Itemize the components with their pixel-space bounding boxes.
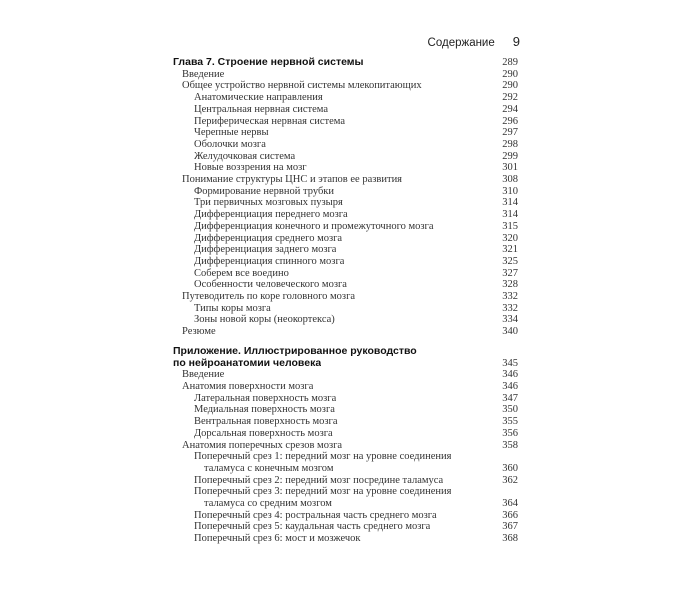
toc-entry-title: Анатомия поперечных срезов мозга [182,439,343,451]
toc-entry [173,127,518,139]
running-head-label: Содержание [427,37,495,49]
toc-entry-title: Дифференциация среднего мозга [194,232,343,244]
toc-entry-title: Путеводитель по коре головного мозга [182,291,356,303]
toc-entry-page: 360 [502,462,518,474]
toc-entry-page: 340 [502,326,518,338]
toc-entry-page: 358 [502,439,518,451]
toc-entry-page: 328 [502,279,518,291]
toc-entry [173,139,518,151]
toc-entry [173,186,518,198]
toc-chapter-heading [173,358,518,370]
toc-entry [173,116,518,128]
toc-entry-title: Поперечный срез 4: ростральная часть среднего мозга [194,509,437,521]
toc-entry-page: 362 [502,474,518,486]
toc-entry-title: Дифференциация заднего мозга [194,244,337,256]
toc-entry-title: Зоны новой коры (неокортекса) [194,314,335,326]
toc-entry-page: 355 [502,416,518,428]
toc-entry-title: Глава 7. Строение нервной системы [173,57,364,68]
toc-entry [173,197,518,209]
toc-entry [173,486,518,498]
toc-entry-page: 327 [502,267,518,279]
table-of-contents [173,57,518,545]
toc-entry [173,92,518,104]
toc-entry-title: Анатомия поверхности мозга [182,380,314,392]
toc-entry [173,104,518,116]
toc-entry-title: Анатомические направления [194,92,323,104]
toc-entry-page: 314 [502,209,518,221]
toc-entry [173,326,518,338]
toc-entry [173,221,518,233]
toc-entry-title: Дифференциация спинного мозга [194,255,345,267]
toc-entry [173,209,518,221]
toc-entry [173,174,518,186]
toc-entry-page: 320 [502,232,518,244]
toc-entry-page: 332 [502,291,518,303]
toc-entry [173,404,518,416]
toc-entry-title: Резюме [182,326,216,338]
toc-chapter-heading [173,346,518,358]
toc-entry-title: Центральная нервная система [194,103,328,115]
toc-entry-page: 356 [502,427,518,439]
toc-entry-title: таламуса со средним мозгом [204,498,332,510]
toc-entry-title: Соберем все воедино [194,267,289,279]
toc-entry [173,151,518,163]
toc-entry [173,416,518,428]
toc-entry [173,314,518,326]
toc-entry-title: Особенности человеческого мозга [194,279,347,291]
page-number: 9 [512,34,520,49]
toc-entry-page: 346 [502,369,518,381]
toc-entry-title: Латеральная поверхность мозга [194,392,337,404]
toc-entry-title: Новые воззрения на мозг [194,162,307,174]
section-gap [173,338,518,346]
toc-entry-title: Дифференциация переднего мозга [194,209,348,221]
toc-entry-page: 321 [502,244,518,256]
toc-entry-page: 299 [502,150,518,162]
toc-entry [173,463,518,475]
toc-entry-page: 290 [502,68,518,80]
toc-entry-page: 325 [502,255,518,267]
toc-entry-page: 346 [502,380,518,392]
toc-entry-title: Поперечный срез 3: передний мозг на уровне соединения [194,486,452,498]
toc-entry [173,268,518,280]
toc-entry [173,428,518,440]
toc-entry-page: 347 [502,392,518,404]
toc-entry-title: Желудочковая система [194,150,296,162]
toc-entry [173,533,518,545]
toc-entry-title: Периферическая нервная система [194,115,346,127]
toc-entry-page: 366 [502,509,518,521]
toc-entry-page: 350 [502,404,518,416]
toc-entry-title: Общее устройство нервной системы млекопитающих [182,80,422,92]
toc-entry-title: Типы коры мозга [194,302,271,314]
toc-entry [173,291,518,303]
toc-entry-page: 364 [502,498,518,510]
toc-entry-page: 298 [502,138,518,150]
toc-entry [173,451,518,463]
toc-entry [173,69,518,81]
toc-entry-page: 290 [502,80,518,92]
toc-entry-page: 301 [502,162,518,174]
toc-entry-page: 297 [502,127,518,139]
toc-entry-page: 296 [502,115,518,127]
toc-entry [173,521,518,533]
toc-entry-title: Три первичных мозговых пузыря [194,197,343,209]
toc-entry-title: Поперечный срез 6: мост и мозжечок [194,533,361,545]
toc-entry-page: 294 [502,103,518,115]
toc-entry-title: Поперечный срез 1: передний мозг на уровне соединения [194,451,452,463]
toc-entry-title: Оболочки мозга [194,138,266,150]
toc-entry-page: 308 [502,174,518,186]
toc-entry-title: Введение [182,369,225,381]
toc-entry [173,393,518,405]
toc-entry-page: 292 [502,92,518,104]
toc-entry-title: Медиальная поверхность мозга [194,404,335,416]
toc-entry-title: по нейроанатомии человека [173,357,322,369]
toc-entry-page: 332 [502,302,518,314]
toc-entry [173,279,518,291]
toc-entry-title: Приложение. Иллюстрированное руководство [173,345,417,357]
toc-entry [173,475,518,487]
toc-entry-page: 289 [502,57,518,68]
toc-entry-title: Поперечный срез 2: передний мозг посредине таламуса [194,474,444,486]
toc-entry-page: 368 [502,533,518,545]
toc-entry-page: 315 [502,220,518,232]
toc-entry-title: Формирование нервной трубки [194,185,335,197]
toc-entry-title: Понимание структуры ЦНС и этапов ее развития [182,174,403,186]
toc-entry-page: 345 [502,357,518,369]
toc-entry-title: Вентральная поверхность мозга [194,416,338,428]
toc-entry-title: таламуса с конечным мозгом [204,462,334,474]
toc-entry [173,233,518,245]
toc-entry [173,381,518,393]
toc-chapter-heading [173,57,518,69]
toc-entry [173,369,518,381]
toc-entry-page: 334 [502,314,518,326]
toc-entry-page: 367 [502,521,518,533]
toc-entry [173,256,518,268]
toc-entry-title: Поперечный срез 5: каудальная часть среднего мозга [194,521,431,533]
toc-entry-title: Черепные нервы [194,127,269,139]
toc-entry-title: Дифференциация конечного и промежуточного мозга [194,220,434,232]
toc-entry-title: Дорсальная поверхность мозга [194,427,333,439]
toc-entry-page: 310 [502,185,518,197]
toc-entry-page: 314 [502,197,518,209]
running-head [380,34,520,49]
toc-entry [173,162,518,174]
toc-entry [173,80,518,92]
toc-entry [173,440,518,452]
toc-entry [173,510,518,522]
toc-entry [173,303,518,315]
toc-entry [173,244,518,256]
toc-entry [173,498,518,510]
toc-entry-title: Введение [182,68,225,80]
